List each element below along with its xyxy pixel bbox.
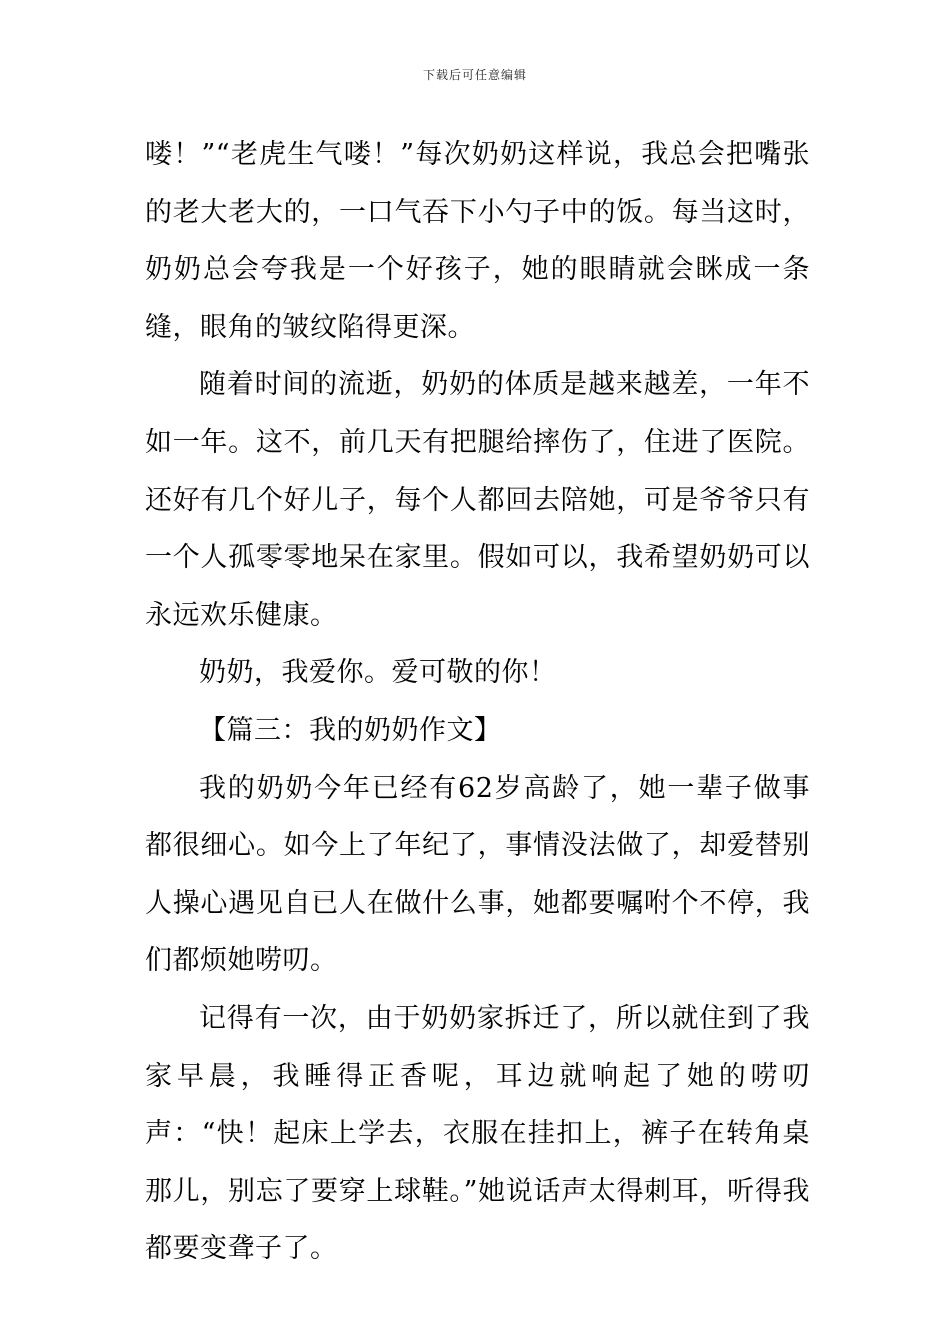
page-header: 下载后可任意编辑 bbox=[422, 68, 527, 82]
paragraph-2: 随着时间的流逝，奶奶的体质是越来越差，一年不如一年。这不，前几天有把腿给摔伤了，住进了医院。还好有几个好儿子，每个人都回去陪她，可是爷爷只有一个人孤零零地呆在家里。假如可以，我希望奶奶可以永远欢乐健康。 bbox=[145, 369, 810, 631]
paragraph-3: 奶奶，我爱你。爱可敬的你！ bbox=[199, 657, 557, 689]
section-heading: 【篇三：我的奶奶作文】 bbox=[199, 714, 502, 746]
paragraph-5: 记得有一次，由于奶奶家拆迁了，所以就住到了我家早晨，我睡得正香呢，耳边就响起了她的唠叨声：“快！起床上学去，衣服在挂扣上，裤子在转角桌那儿，别忘了要穿上球鞋。”她说话声太得刺耳，听得我都要变聋子了。 bbox=[145, 1002, 810, 1265]
paragraph-1: 喽！”“老虎生气喽！”每次奶奶这样说，我总会把嘴张的老大老大的，一口气吞下小勺子中的饭。每当这时，奶奶总会夸我是一个好孩子，她的眼睛就会眯成一条缝，眼角的皱纹陷得更深。 bbox=[145, 139, 810, 343]
paragraph-4: 我的奶奶今年已经有62岁高龄了，她一辈子做事都很细心。如今上了年纪了，事情没法做了，却爱替别人操心遇见自已人在做什么事，她都要嘱咐个不停，我们都烦她唠叨。 bbox=[145, 772, 810, 977]
document-body bbox=[145, 126, 810, 1278]
